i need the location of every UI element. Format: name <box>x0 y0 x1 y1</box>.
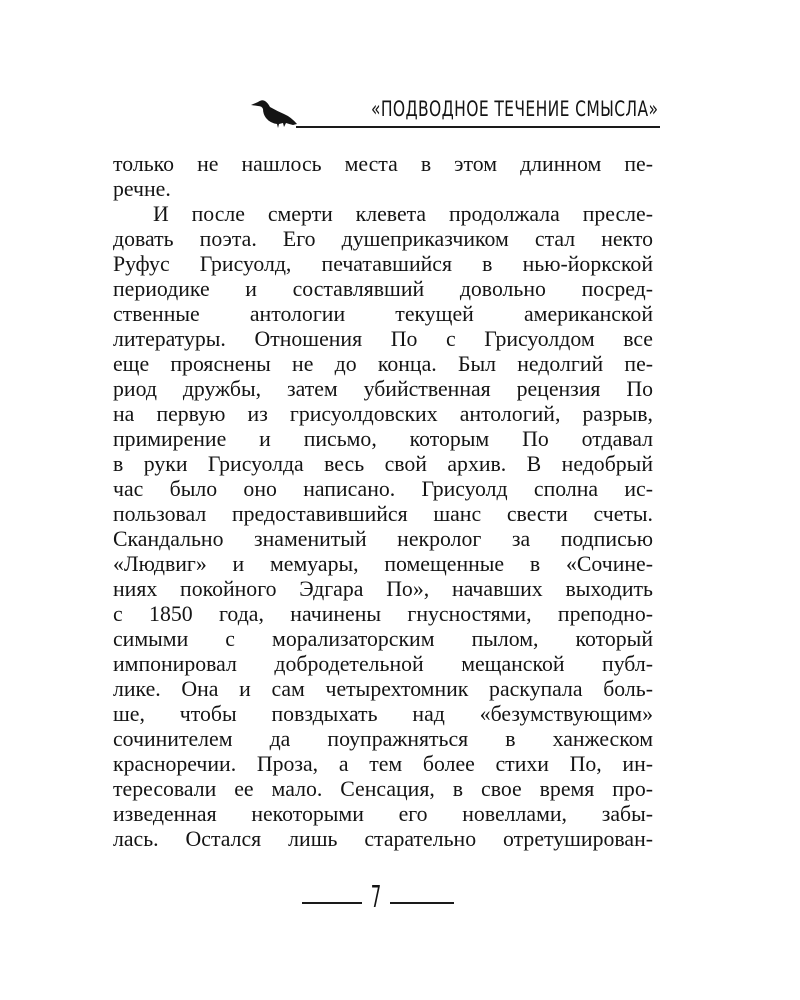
text-line: с 1850 года, начинены гнусностями, преподно- <box>113 602 653 626</box>
text-line: Скандально знаменитый некролог за подписью <box>113 527 653 551</box>
body-text <box>113 152 653 852</box>
page-number: 7 <box>370 880 382 915</box>
text-line: лике. Она и сам четырехтомник раскупала боль- <box>113 677 653 701</box>
text-line: Руфус Грисуолд, печатавшийся в нью-йоркской <box>113 252 653 276</box>
page-footer <box>290 878 470 918</box>
text-line: литературы. Отношения По с Грисуолдом все <box>113 327 653 351</box>
text-line: «Людвиг» и мемуары, помещенные в «Сочине- <box>113 552 653 576</box>
text-line: симыми с морализаторским пылом, который <box>113 627 653 651</box>
raven-icon <box>250 97 300 131</box>
text-line: довать поэта. Его душеприказчиком стал некто <box>113 227 653 251</box>
text-line: периодике и составлявший довольно посред- <box>113 277 653 301</box>
running-title: «ПОДВОДНОЕ ТЕЧЕНИЕ СМЫСЛА» <box>370 97 658 121</box>
text-line: ше, чтобы повздыхать над «безумствующим» <box>113 702 653 726</box>
text-line: только не нашлось места в этом длинном пе- <box>113 152 653 176</box>
text-line: лась. Остался лишь старательно отретуширован- <box>113 827 653 851</box>
text-line: красноречии. Проза, а тем более стихи По, ин- <box>113 752 653 776</box>
header-rule <box>296 126 660 128</box>
text-line: И после смерти клевета продолжала пресле- <box>153 202 653 226</box>
footer-rule-left <box>302 902 362 904</box>
text-line: речне. <box>113 177 171 201</box>
text-line: сочинителем да поупражняться в ханжеском <box>113 727 653 751</box>
text-line: пользовал предоставившийся шанс свести счеты. <box>113 502 653 526</box>
text-line: ственные антологии текущей американской <box>113 302 653 326</box>
text-line: на первую из грисуолдовских антологий, разрыв, <box>113 402 653 426</box>
text-line: ниях покойного Эдгара По», начавших выходить <box>113 577 653 601</box>
text-line: час было оно написано. Грисуолд сполна ис- <box>113 477 653 501</box>
text-line: риод дружбы, затем убийственная рецензия По <box>113 377 653 401</box>
running-header <box>250 97 660 133</box>
text-line: тересовали ее мало. Сенсация, в свое время про- <box>113 777 653 801</box>
text-line: изведенная некоторыми его новеллами, забы- <box>113 802 653 826</box>
text-line: импонировал добродетельной мещанской публ- <box>113 652 653 676</box>
text-line: примирение и письмо, которым По отдавал <box>113 427 653 451</box>
text-line: еще прояснены не до конца. Был недолгий пе- <box>113 352 653 376</box>
text-line: в руки Грисуолда весь свой архив. В недобрый <box>113 452 653 476</box>
footer-rule-right <box>390 902 454 904</box>
